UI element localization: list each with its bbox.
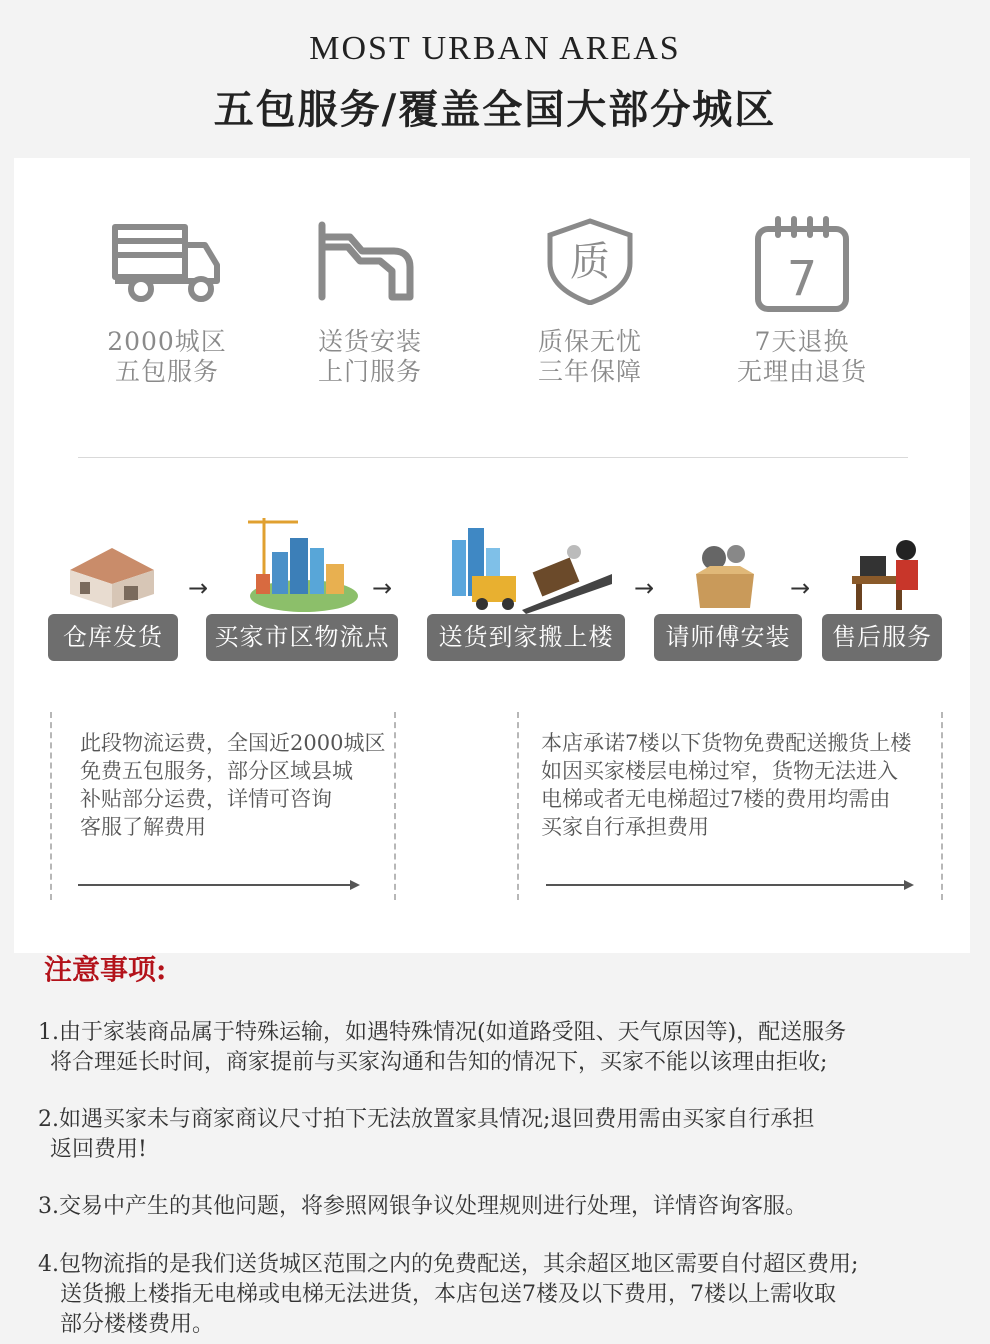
step-home-delivery: 送货到家搬上楼 <box>427 614 625 661</box>
shipping-note-left <box>80 729 385 841</box>
arrow-icon: → <box>188 574 209 602</box>
service-item-quality <box>500 215 680 387</box>
attention-line: 将合理延长时间，商家提前与买家沟通和告知的情况下，买家不能以该理由拒收; <box>50 1050 828 1075</box>
note-line: 买家自行承担费用 <box>541 815 709 839</box>
attention-item-2 <box>38 1105 968 1165</box>
service-item-install <box>280 215 460 387</box>
service-line1: 送货安装 <box>317 327 422 356</box>
customer-service-illustration <box>846 536 926 612</box>
attention-line: 1.由于家装商品属于特殊运输，如遇特殊情况(如道路受阻、天气原因等)，配送服务 <box>38 1020 847 1045</box>
service-line1: 质保无忧 <box>537 327 642 356</box>
quality-glyph: 质 <box>570 239 610 285</box>
calendar-glyph: 7 <box>786 251 818 307</box>
service-line2: 五包服务 <box>114 357 219 386</box>
header-cn-title: 五包服务/覆盖全国大部分城区 <box>213 86 777 133</box>
dashed-divider <box>941 712 943 900</box>
attention-item-1 <box>38 1018 968 1078</box>
note-line: 免费五包服务，部分区域县城 <box>80 759 353 783</box>
shipping-note-right <box>541 729 911 841</box>
service-item-return <box>712 215 892 387</box>
city-illustration <box>242 514 362 614</box>
attention-line: 3.交易中产生的其他问题，将参照网银争议处理规则进行处理，详情咨询客服。 <box>38 1194 807 1219</box>
install-icon <box>310 215 430 305</box>
step-installation: 请师傅安装 <box>654 614 802 661</box>
note-line: 客服了解费用 <box>80 815 206 839</box>
step-city-logistics: 买家市区物流点 <box>206 614 398 661</box>
attention-line: 返回费用! <box>50 1137 147 1162</box>
attention-title: 注意事项: <box>44 953 167 986</box>
note-line: 补贴部分运费，详情可咨询 <box>80 787 332 811</box>
installation-illustration <box>690 540 760 610</box>
quality-shield-icon <box>530 215 650 305</box>
header-en-title: MOST URBAN AREAS <box>309 30 681 67</box>
truck-icon <box>107 215 227 305</box>
warehouse-illustration <box>66 540 158 612</box>
calendar-icon <box>742 215 862 315</box>
service-line1: 7天退换 <box>754 327 850 356</box>
service-item-delivery <box>77 215 257 387</box>
line-arrow-icon <box>78 878 362 892</box>
attention-line: 2.如遇买家未与商家商议尺寸拍下无法放置家具情况;退回费用需由买家自行承担 <box>38 1107 815 1132</box>
line-arrow-icon <box>546 878 916 892</box>
arrow-icon: → <box>790 574 811 602</box>
dashed-divider <box>517 712 519 900</box>
service-line2: 三年保障 <box>537 357 642 386</box>
dashed-divider <box>394 712 396 900</box>
dashed-divider <box>50 712 52 900</box>
attention-item-3 <box>38 1192 968 1222</box>
delivery-illustration <box>442 520 612 614</box>
note-line: 电梯或者无电梯超过7楼的费用均需由 <box>541 787 891 811</box>
arrow-icon: → <box>634 574 655 602</box>
service-line2: 上门服务 <box>317 357 422 386</box>
attention-line: 部分楼楼费用。 <box>60 1312 215 1337</box>
note-line: 如因买家楼层电梯过窄，货物无法进入 <box>541 759 898 783</box>
service-line2: 无理由退货 <box>736 357 867 386</box>
section-divider <box>78 457 908 458</box>
service-line1: 2000城区 <box>107 327 227 356</box>
note-line: 此段物流运费，全国近2000城区 <box>80 731 386 755</box>
attention-line: 送货搬上楼指无电梯或电梯无法进货，本店包送7楼及以下费用，7楼以上需收取 <box>60 1282 836 1307</box>
step-after-sales: 售后服务 <box>822 614 942 661</box>
attention-line: 4.包物流指的是我们送货城区范围之内的免费配送，其余超区地区需要自付超区费用; <box>38 1252 859 1277</box>
note-line: 本店承诺7楼以下货物免费配送搬货上楼 <box>541 731 912 755</box>
attention-item-4 <box>38 1250 968 1340</box>
step-warehouse: 仓库发货 <box>48 614 178 661</box>
arrow-icon: → <box>372 574 393 602</box>
